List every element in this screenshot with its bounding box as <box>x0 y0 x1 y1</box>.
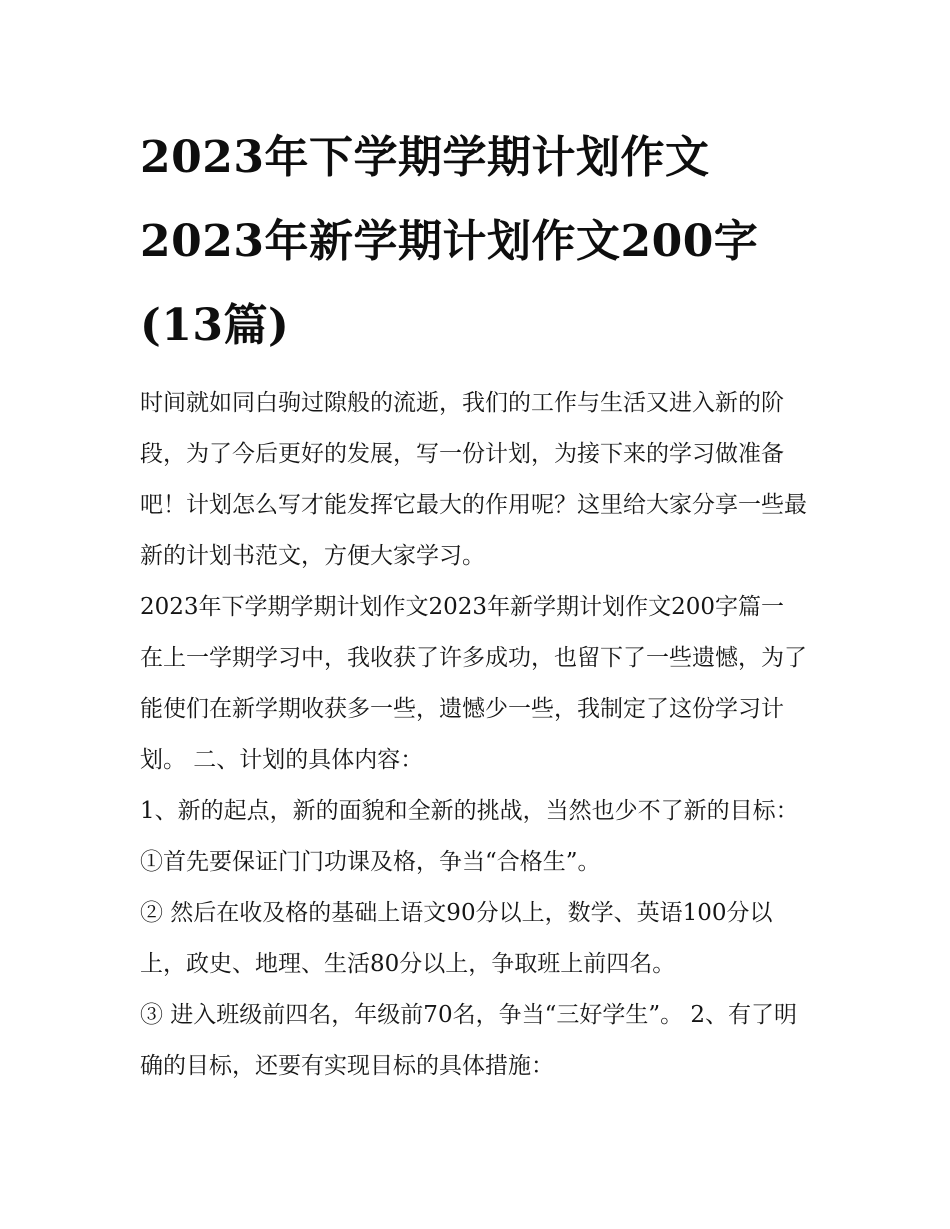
intro-paragraph: 时间就如同白驹过隙般的流逝，我们的工作与生活又进入新的阶段，为了今后更好的发展，写一份计划，为接下来的学习做准备吧！计划怎么写才能发挥它最大的作用呢？这里给大家分享一些最新的计划书范文，方便大家学习。 <box>140 390 807 569</box>
section-heading-1: 2023年下学期学期计划作文2023年新学期计划作文200字篇一 <box>140 594 784 620</box>
document-title <box>140 116 812 368</box>
body-paragraph-1: 在上一学期学习中，我收获了许多成功，也留下了一些遗憾，为了能使们在新学期收获多一些，遗憾少一些，我制定了这份学习计划。 二、计划的具体内容： <box>140 645 807 773</box>
body-paragraph-2: 1、新的起点，新的面貌和全新的挑战，当然也少不了新的目标： ①首先要保证门门功课及格，争当“合格生”。 <box>140 798 799 875</box>
title-line-3: (13篇) <box>140 300 290 351</box>
title-line-2: 2023年新学期计划作文200字 <box>140 216 759 267</box>
body-paragraph-4: ③ 进入班级前四名，年级前70名，争当“三好学生”。 2、有了明确的目标，还要有实现目标的具体措施： <box>140 1002 798 1079</box>
body-paragraph-3: ② 然后在收及格的基础上语文90分以上，数学、英语100分以上，政史、地理、生活80分以上，争取班上前四名。 <box>140 900 773 977</box>
document-content <box>140 116 812 1092</box>
title-line-1: 2023年下学期学期计划作文 <box>140 132 710 183</box>
